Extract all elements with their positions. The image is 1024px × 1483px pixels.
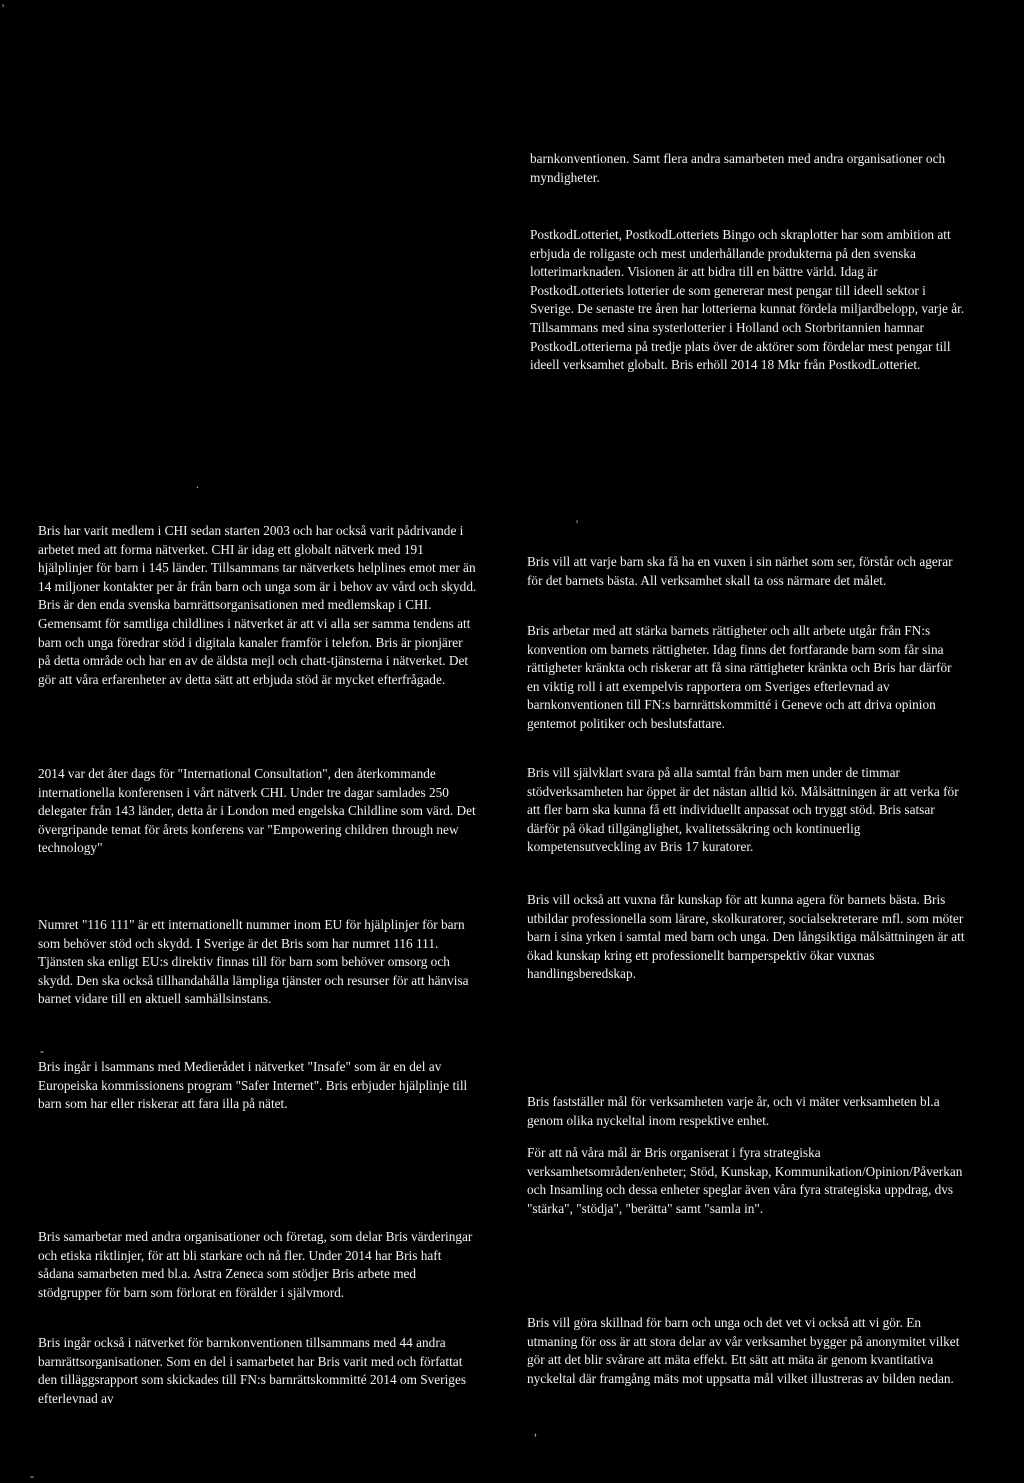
scan-speck: . xyxy=(196,477,199,491)
paragraph-rights: Bris arbetar med att stärka barnets rättigheter och allt arbete utgår från FN:s konvention om barnets rättigheter. Idag finns det fortfarande barn som får sina rättigheter kränkta och riskerar att få sina rättigheter kränkta och Bris har därför en viktig roll i att exempelvis rapportera om Sveriges efterlevnad av barnkonventionen till FN:s barnrättskommitté i Geneve och att driva opinion gentemot politiker och beslutsfattare. xyxy=(527,623,952,731)
paragraph-knowledge: Bris vill också att vuxna får kunskap för att kunna agera för barnets bästa. Bris utbildar professionella som lärare, skolkuratorer, socialsekreterare mfl. som möter barn i sina yrken i samtal med barn och unga. Den långsiktiga målsättningen är att ökad kunskap kring ett professionellt barnperspektiv ökar vuxnas handlingsberedskap. xyxy=(527,892,965,982)
paragraph-support: Bris vill självklart svara på alla samtal från barn men under de timmar stödverksamheten har öppet är det nästan alltid kö. Målsättningen är att verka för att fler barn ska kunna få ett individuellt anpassat och tryggt stöd. Bris satsar därför på ökad tillgänglighet, kvalitetssäkring och kontinuerlig kompetensutveckling av Bris 17 kuratorer. xyxy=(527,765,959,855)
scan-speck: ' xyxy=(576,517,579,531)
paragraph-postkodlotteriet: PostkodLotteriet, PostkodLotteriets Bingo och skraplotter har som ambition att erbjuda de roligaste och mest underhållande produkterna på den svenska lotterimarknaden. Visionen är att bidra till en bättre värld. Idag är PostkodLotteriets lotterier de som genererar mest pengar till ideell sektor i Sverige. De senaste tre åren har lotterierna kunnat fördela miljardbelopp, varje år. Tillsammans med sina systerlotterier i Holland och Storbritannien hamnar PostkodLotterierna på tredje plats över de aktörer som fördelar mest pengar till ideell verksamhet globalt. Bris erhöll 2014 18 Mkr från PostkodLotteriet. xyxy=(530,227,965,373)
scan-speck: ' xyxy=(2,1,5,15)
paragraph-goals: Bris fastställer mål för verksamheten varje år, och vi mäter verksamheten bl.a genom olika nyckeltal inom respektive enhet. xyxy=(527,1094,940,1128)
paragraph-barnkonventionen-continued: barnkonventionen. Samt flera andra samarbeten med andra organisationer och myndigheter. xyxy=(530,151,946,185)
paragraph-116111: Numret "116 111" är ett internationellt nummer inom EU för hjälplinjer för barn som behöver stöd och skydd. I Sverige är det Bris som har numret 116 111. Tjänsten ska enligt EU:s direktiv finnas till för barn som behöver omsorg och skydd. Den ska också tillhandahålla lämpliga tjänster och resurser för att hänvisa barnet vidare till en aktuell samhällsinstans. xyxy=(38,917,469,1007)
paragraph-measurement: Bris vill göra skillnad för barn och unga och det vet vi också att vi gör. En utmaning för oss är att stora delar av vår verksamhet bygger på anonymitet vilket gör att det blir svårare att mäta effekt. Ett sätt att mäta är genom kvantitativa nyckeltal där framgång mäts mot uppsatta mål vilket illustreras av bilden nedan. xyxy=(527,1315,960,1386)
paragraph-insafe: Bris ingår i lsammans med Medierådet i nätverket "Insafe" som är en del av Europeiska kommissionens program "Safer Internet". Bris erbjuder hjälplinje till barn som har eller riskerar att fara illa på nätet. xyxy=(38,1059,468,1112)
scan-speck: - xyxy=(30,1469,34,1483)
scan-speck: , xyxy=(534,1424,537,1438)
scan-speck: - xyxy=(40,1044,44,1058)
paragraph-vision: Bris vill att varje barn ska få ha en vuxen i sin närhet som ser, förstår och agerar för det barnets bästa. All verksamhet skall ta oss närmare det målet. xyxy=(527,554,953,588)
paragraph-barnkonventionen-network: Bris ingår också i nätverket för barnkonventionen tillsammans med 44 andra barnrättsorganisationer. Som en del i samarbetet har Bris varit med och författat den tilläggsrapport som skickades till FN:s barnrättskommitté 2014 om Sveriges efterlevnad av xyxy=(38,1335,467,1406)
paragraph-chi-membership: Bris har varit medlem i CHI sedan starten 2003 och har också varit pådrivande i arbetet med att forma nätverket. CHI är idag ett globalt nätverk med 191 hjälplinjer för barn i 145 länder. Tillsammans tar nätverkets helplines emot mer än 14 miljoner kontakter per år från barn och unga som är i behov av vård och skydd. Bris är den enda svenska barnrättsorganisationen med medlemskap i CHI. Gemensamt för samtliga childlines i nätverket är att vi alla ser samma tendens att barn och unga föredrar stöd i digitala kanaler framför i telefon. Bris är pionjärer på detta område och har en av de äldsta mejl och chatt-tjänsterna i nätverket. Det gör att våra erfarenheter av detta sätt att erbjuda stöd är mycket efterfrågade. xyxy=(38,523,477,687)
paragraph-partnerships: Bris samarbetar med andra organisationer och företag, som delar Bris värderingar och etiska riktlinjer, för att bli starkare och nå fler. Under 2014 har Bris haft sådana samarbeten med bl.a. Astra Zeneca som stödjer Bris arbete med stödgrupper för barn som förlorat en förälder i självmord. xyxy=(38,1229,473,1300)
paragraph-international-consultation: 2014 var det åter dags för "International Consultation", den återkommande internationella konferensen i vårt nätverk CHI. Under tre dagar samlades 250 delegater från 143 länder, detta år i London med engelska Childline som värd. Det övergripande temat för årets konferens var "Empowering children through new technology" xyxy=(38,766,476,856)
paragraph-organisation: För att nå våra mål är Bris organiserat i fyra strategiska verksamhetsområden/enheter; Stöd, Kunskap, Kommunikation/Opinion/Påverkan och Insamling och dessa enheter speglar även våra fyra strategiska uppdrag, dvs "stärka", "stödja", "berätta" samt "samla in". xyxy=(527,1145,963,1216)
